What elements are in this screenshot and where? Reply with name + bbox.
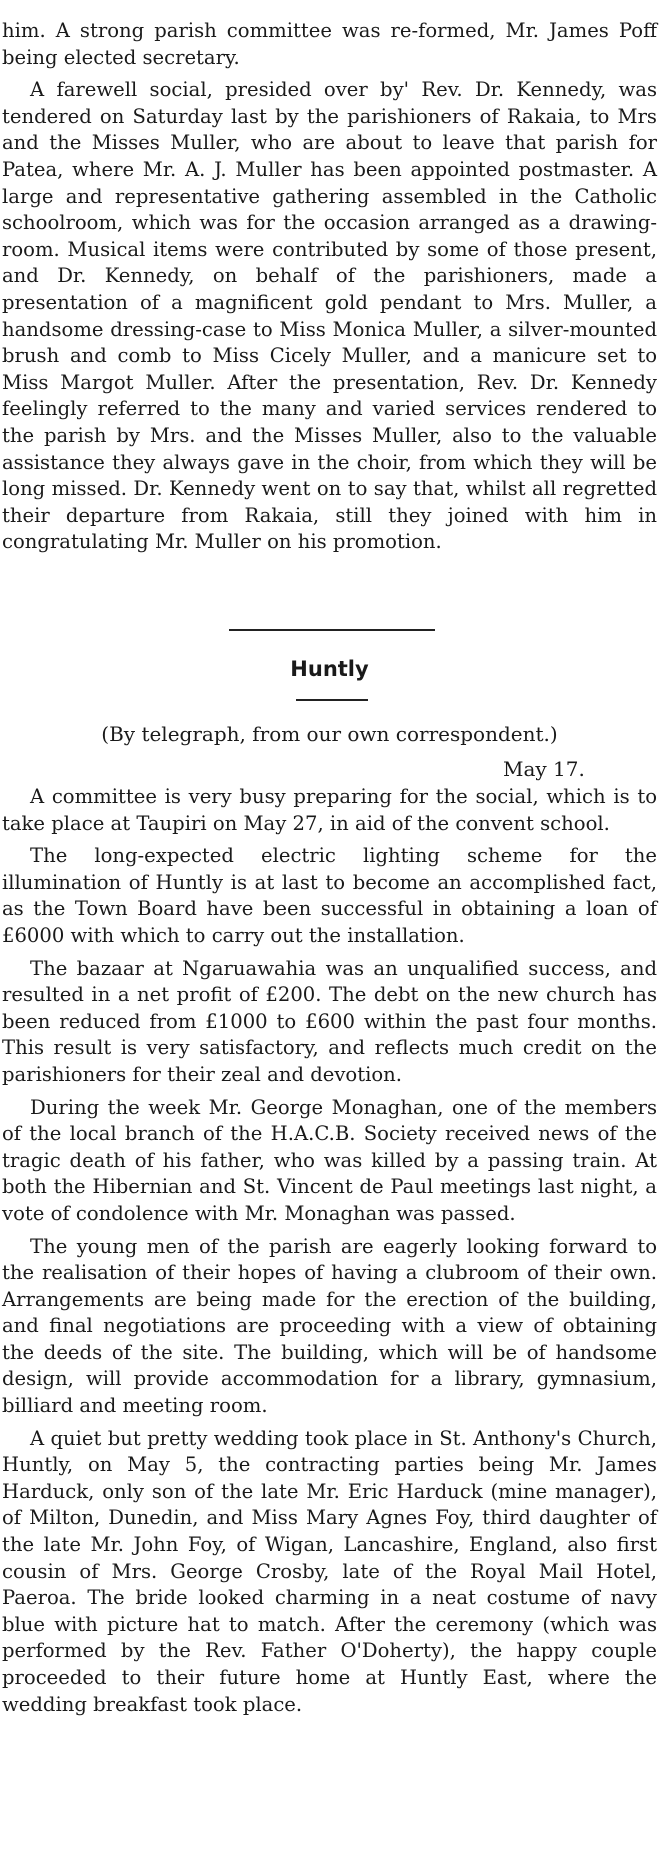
paragraph-social: A committee is very busy preparing for the social, which is to take place at Taupiri on May 27, in aid of the convent school. xyxy=(2,785,657,835)
section-divider xyxy=(229,629,435,631)
heading-underline xyxy=(296,699,368,701)
section-body xyxy=(2,784,657,1718)
article-top xyxy=(2,18,657,556)
paragraph-farewell-social: A farewell social, presided over by' Rev. Dr. Kennedy, was tendered on Saturday last by the parishioners of Rakaia, to Mrs and the Misses Muller, who are about to leave that parish for Patea, where Mr. A. J. Muller has been appointed postmaster. A large and representative gathering assembled in the Catholic schoolroom, which was for the occasion arranged as a drawing-room. Musical items were contributed by some of those present, and Dr. Kennedy, on behalf of the parishioners, made a presentation of a magnificent gold pendant to Mrs. Muller, a handsome dressing-case to Miss Monica Muller, a silver-mounted brush and comb to Miss Cicely Muller, and a manicure set to Miss Margot Muller. After the presentation, Rev. Dr. Kennedy feelingly referred to the many and varied services rendered to the parish by Mrs. and the Misses Muller, also to the valuable assistance they always gave in the choir, from which they will be long missed. Dr. Kennedy went on to say that, whilst all regretted their departure from Rakaia, still they joined with him in congratulating Mr. Muller on his promotion. xyxy=(2,78,657,554)
paragraph-bazaar: The bazaar at Ngaruawahia was an unqualified success, and resulted in a net profit of £200. The debt on the new church has been reduced from £1000 to £600 within the past four months. This result is very satisfactory, and reflects much credit on the parishioners for their zeal and devotion. xyxy=(2,956,657,1086)
paragraph-continuation: him. A strong parish committee was re-formed, Mr. James Poff being elected secretary. xyxy=(2,19,657,69)
paragraph-electric-lighting: The long-expected electric lighting scheme for the illumination of Huntly is at last to become an accomplished fact, as the Town Board have been successful in obtaining a loan of £6000 with which to carry out the installation. xyxy=(2,844,657,947)
paragraph-clubroom: The young men of the parish are eagerly looking forward to the realisation of their hopes of having a clubroom of their own. Arrangements are being made for the erection of the building, and final negotiations are proceeding with a view of obtaining the deeds of the site. The building, which will be of handsome design, will provide accommodation for a library, gymnasium, billiard and meeting room. xyxy=(2,1234,657,1418)
byline: (By telegraph, from our own correspondent.) xyxy=(101,722,558,746)
paragraph-condolence: During the week Mr. George Monaghan, one of the members of the local branch of the H.A.C.B. Society received news of the tragic death of his father, who was killed by a passing train. At both the Hibernian and St. Vincent de Paul meetings last night, a vote of condolence with Mr. Monaghan was passed. xyxy=(2,1095,657,1225)
section-heading: Huntly xyxy=(290,657,369,681)
paragraph-wedding: A quiet but pretty wedding took place in St. Anthony's Church, Huntly, on May 5, the contracting parties being Mr. James Harduck, only son of the late Mr. Eric Harduck (mine manager), of Milton, Dunedin, and Miss Mary Agnes Foy, third daughter of the late Mr. John Foy, of Wigan, Lancashire, England, also first cousin of Mrs. George Crosby, late of the Royal Mail Hotel, Paeroa. The bride looked charming in a neat costume of navy blue with picture hat to match. After the ceremony (which was performed by the Rev. Father O'Doherty), the happy couple proceeded to their future home at Huntly East, where the wedding breakfast took place. xyxy=(2,1426,657,1716)
dateline: May 17. xyxy=(503,757,585,781)
